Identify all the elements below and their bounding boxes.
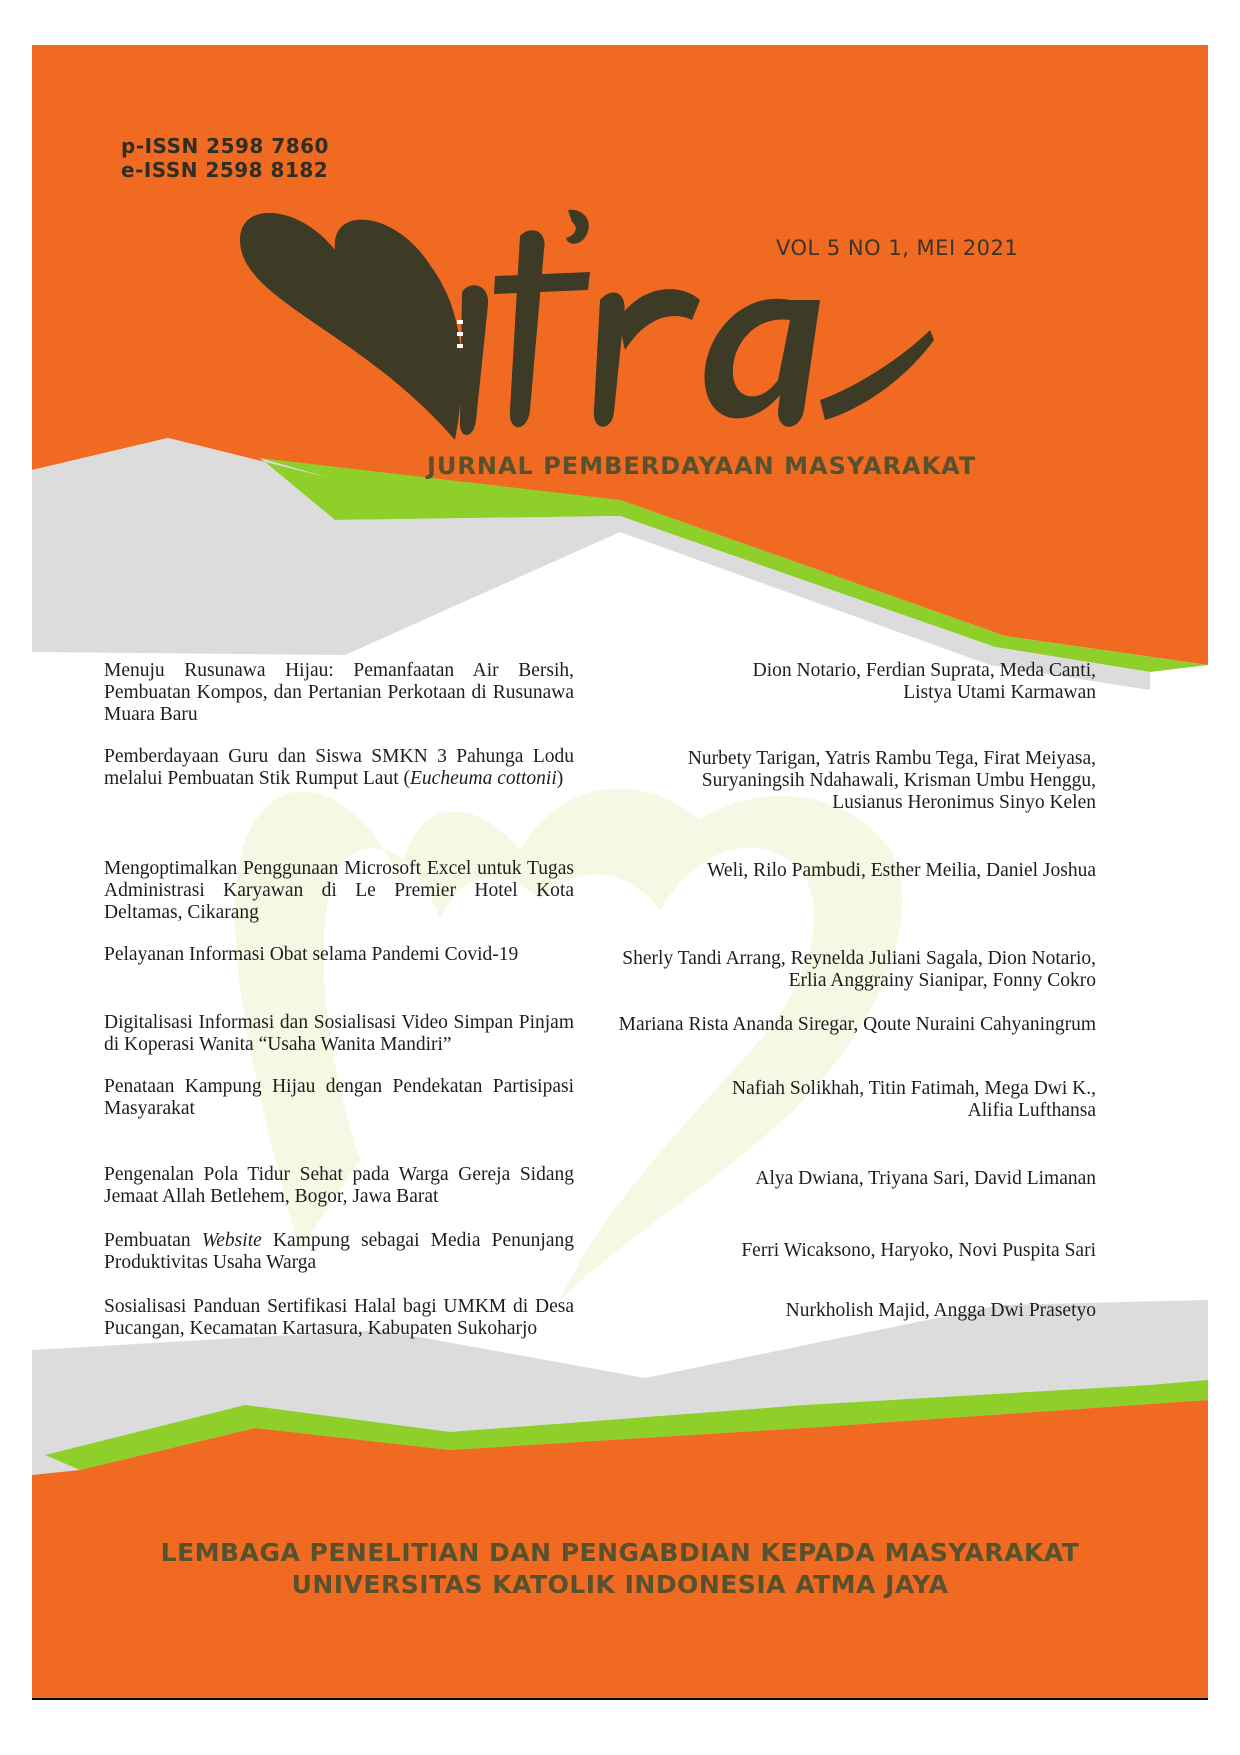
title-text: Pemberdayaan Guru dan Siswa SMKN 3 Pahunga Lodu melalui Pembuatan Stik Rumput Laut ( — [104, 746, 574, 789]
footer-university: UNIVERSITAS KATOLIK INDONESIA ATMA JAYA — [291, 1570, 949, 1599]
author-line: Alifia Lufthansa — [967, 1100, 1096, 1121]
title-text: Kampung sebagai Media Penunjang Produktivitas Usaha Warga — [104, 1230, 574, 1273]
title-text: Pembuatan — [104, 1230, 202, 1251]
logo-i-mark — [457, 344, 463, 348]
article-title: Menuju Rusunawa Hijau: Pemanfaatan Air Bersih, Pembuatan Kompos, dan Pertanian Perkotaan di Rusunawa Muara Baru — [104, 660, 574, 725]
logo-i-mark — [457, 332, 463, 336]
e-issn: e-ISSN 2598 8182 — [121, 158, 329, 182]
author-line: Mariana Rista Ananda Siregar, Qoute Nuraini Cahyaningrum — [618, 1014, 1096, 1035]
article-authors — [536, 1168, 1096, 1190]
author-line: Weli, Rilo Pambudi, Esther Meilia, Daniel Joshua — [707, 860, 1096, 881]
title-italic: Eucheuma cottonii — [410, 768, 557, 789]
author-line: Listya Utami Karmawan — [903, 682, 1096, 703]
footer-institution: LEMBAGA PENELITIAN DAN PENGABDIAN KEPADA MASYARAKAT — [160, 1538, 1080, 1567]
article-authors — [536, 1240, 1096, 1262]
author-line: Nurkholish Majid, Angga Dwi Prasetyo — [785, 1300, 1096, 1321]
article-title: Sosialisasi Panduan Sertifikasi Halal bagi UMKM di Desa Pucangan, Kecamatan Kartasura, Kabupaten Sukoharjo — [104, 1296, 574, 1339]
author-line: Sherly Tandi Arrang, Reynelda Juliani Sagala, Dion Notario, — [622, 948, 1096, 969]
author-line: Suryaningsih Ndahawali, Krisman Umbu Henggu, — [701, 770, 1096, 791]
article-title: Mengoptimalkan Penggunaan Microsoft Excel untuk Tugas Administrasi Karyawan di Le Premier Hotel Kota Deltamas, Cikarang — [104, 858, 574, 923]
article-authors — [536, 748, 1096, 814]
title-text: ) — [556, 768, 564, 789]
journal-subtitle: JURNAL PEMBERDAYAAN MASYARAKAT — [427, 452, 977, 480]
article-title: Penataan Kampung Hijau dengan Pendekatan Partisipasi Masyarakat — [104, 1076, 574, 1119]
author-line: Ferri Wicaksono, Haryoko, Novi Puspita Sari — [741, 1240, 1096, 1261]
article-authors — [536, 860, 1096, 882]
article-authors — [536, 948, 1096, 992]
author-line: Nafiah Solikhah, Titin Fatimah, Mega Dwi K., — [732, 1078, 1096, 1099]
p-issn: p-ISSN 2598 7860 — [121, 134, 329, 158]
author-line: Nurbety Tarigan, Yatris Rambu Tega, Firat Meiyasa, — [687, 748, 1096, 769]
article-title: Pengenalan Pola Tidur Sehat pada Warga Gereja Sidang Jemaat Allah Betlehem, Bogor, Jawa Barat — [104, 1164, 574, 1207]
article-title: Pelayanan Informasi Obat selama Pandemi Covid-19 — [104, 944, 519, 965]
article-authors — [536, 1014, 1096, 1036]
article-authors — [536, 660, 1096, 704]
article-title — [104, 746, 574, 790]
author-line: Alya Dwiana, Triyana Sari, David Limanan — [755, 1168, 1096, 1189]
author-line: Lusianus Heronimus Sinyo Kelen — [832, 792, 1096, 813]
logo-i-mark — [457, 320, 463, 324]
title-italic: Website — [201, 1230, 262, 1251]
volume-label: VOL 5 NO 1, MEI 2021 — [776, 236, 1019, 260]
article-title: Digitalisasi Informasi dan Sosialisasi Video Simpan Pinjam di Koperasi Wanita “Usaha Wanita Mandiri” — [104, 1012, 574, 1055]
article-authors — [536, 1300, 1096, 1322]
author-line: Dion Notario, Ferdian Suprata, Meda Canti, — [752, 660, 1096, 681]
author-line: Erlia Anggrainy Sianipar, Fonny Cokro — [788, 970, 1096, 991]
article-title — [104, 1230, 574, 1274]
article-authors — [536, 1078, 1096, 1122]
